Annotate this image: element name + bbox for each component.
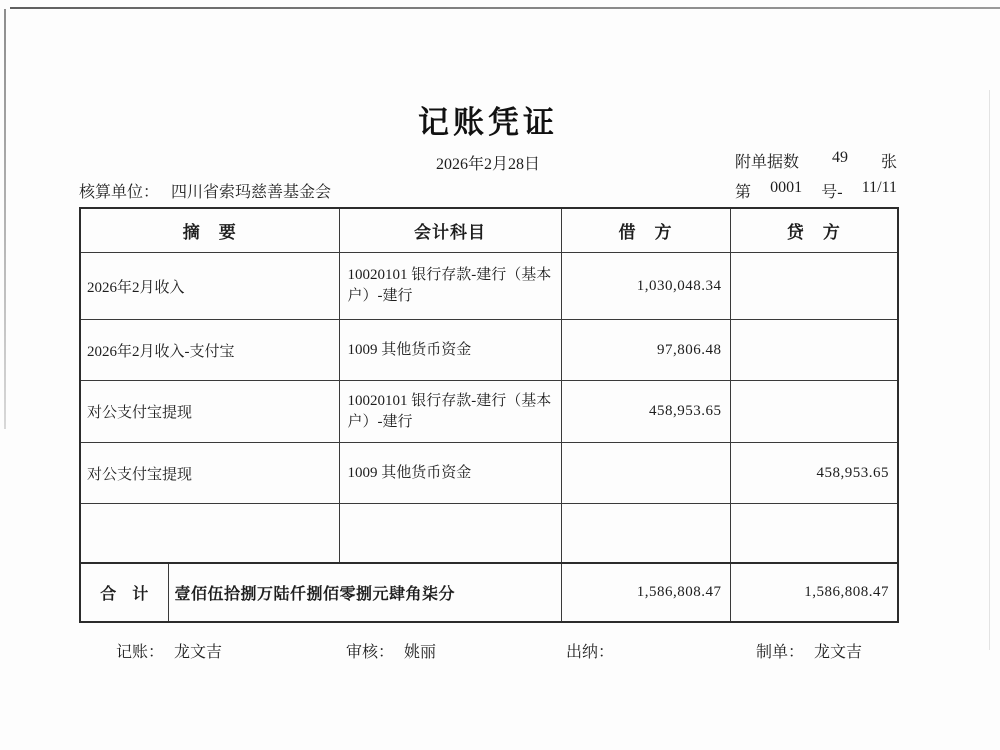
page-title: 记账凭证 bbox=[418, 105, 558, 140]
summary-cell bbox=[80, 504, 339, 564]
voucher-content bbox=[79, 0, 897, 661]
scan-edge-right bbox=[989, 90, 990, 650]
voucher-table bbox=[79, 207, 899, 623]
account-cell: 1009 其他货币资金 bbox=[339, 443, 561, 504]
total-label-cell: 合 计 bbox=[80, 563, 168, 622]
account-cell: 1009 其他货币资金 bbox=[339, 320, 561, 381]
credit-cell bbox=[730, 320, 898, 381]
unit-and-number-row bbox=[79, 179, 897, 203]
reviewer-signature bbox=[346, 639, 436, 662]
voucher-number-suffix: 号- bbox=[821, 184, 843, 201]
bookkeeper-label: 记账： bbox=[116, 644, 165, 661]
amount-in-words-cell: 壹佰伍拾捌万陆仟捌佰零捌元肆角柒分 bbox=[168, 563, 561, 622]
credit-cell: 458,953.65 bbox=[730, 443, 898, 504]
debit-cell bbox=[561, 504, 730, 564]
reviewer-name: 姚丽 bbox=[404, 644, 437, 661]
table-row bbox=[80, 253, 898, 320]
credit-cell bbox=[730, 253, 898, 320]
voucher-number-line bbox=[735, 179, 897, 202]
attachment-label: 附单据数 bbox=[735, 154, 800, 171]
table-row bbox=[80, 443, 898, 504]
column-header-account: 会计科目 bbox=[339, 208, 561, 253]
debit-cell bbox=[561, 443, 730, 504]
total-credit-cell: 1,586,808.47 bbox=[730, 563, 898, 622]
table-row-empty bbox=[80, 504, 898, 564]
credit-cell bbox=[730, 504, 898, 564]
accounting-unit-name: 四川省索玛慈善基金会 bbox=[171, 184, 332, 201]
account-cell: 10020101 银行存款-建行（基本户）-建行 bbox=[339, 381, 561, 443]
summary-cell: 对公支付宝提现 bbox=[80, 381, 339, 443]
table-total-row bbox=[80, 563, 898, 622]
preparer-name: 龙文吉 bbox=[814, 644, 863, 661]
preparer-signature bbox=[756, 639, 862, 662]
total-debit-cell: 1,586,808.47 bbox=[561, 563, 730, 622]
bookkeeper-name: 龙文吉 bbox=[174, 644, 223, 661]
accounting-unit-label: 核算单位： bbox=[79, 184, 160, 201]
accounting-unit bbox=[79, 179, 331, 202]
debit-cell: 97,806.48 bbox=[561, 320, 730, 381]
cashier-signature bbox=[566, 639, 620, 662]
bookkeeper-signature bbox=[116, 639, 222, 662]
attachment-unit: 张 bbox=[880, 154, 897, 171]
column-header-credit: 贷 方 bbox=[730, 208, 898, 253]
cashier-label: 出纳： bbox=[566, 644, 615, 661]
table-header-row bbox=[80, 208, 898, 253]
voucher-date: 2026年2月28日 bbox=[435, 156, 540, 173]
account-cell bbox=[339, 504, 561, 564]
reviewer-label: 审核： bbox=[346, 644, 395, 661]
attachment-count: 49 bbox=[832, 149, 848, 166]
attachment-count-line bbox=[735, 149, 897, 172]
account-cell: 10020101 银行存款-建行（基本户）-建行 bbox=[339, 253, 561, 320]
voucher-number-prefix: 第 bbox=[735, 184, 752, 201]
scan-edge-left bbox=[4, 9, 6, 429]
subheader-row bbox=[79, 151, 897, 177]
summary-cell: 2026年2月收入-支付宝 bbox=[80, 320, 339, 381]
preparer-label: 制单： bbox=[756, 644, 805, 661]
credit-cell bbox=[730, 381, 898, 443]
summary-cell: 对公支付宝提现 bbox=[80, 443, 339, 504]
voucher-page-indicator: 11/11 bbox=[861, 179, 897, 196]
summary-cell: 2026年2月收入 bbox=[80, 253, 339, 320]
debit-cell: 1,030,048.34 bbox=[561, 253, 730, 320]
debit-cell: 458,953.65 bbox=[561, 381, 730, 443]
column-header-summary: 摘 要 bbox=[80, 208, 339, 253]
column-header-debit: 借 方 bbox=[561, 208, 730, 253]
signature-footer bbox=[79, 639, 897, 661]
voucher-number-value: 0001 bbox=[770, 179, 803, 196]
table-row bbox=[80, 381, 898, 443]
table-row bbox=[80, 320, 898, 381]
